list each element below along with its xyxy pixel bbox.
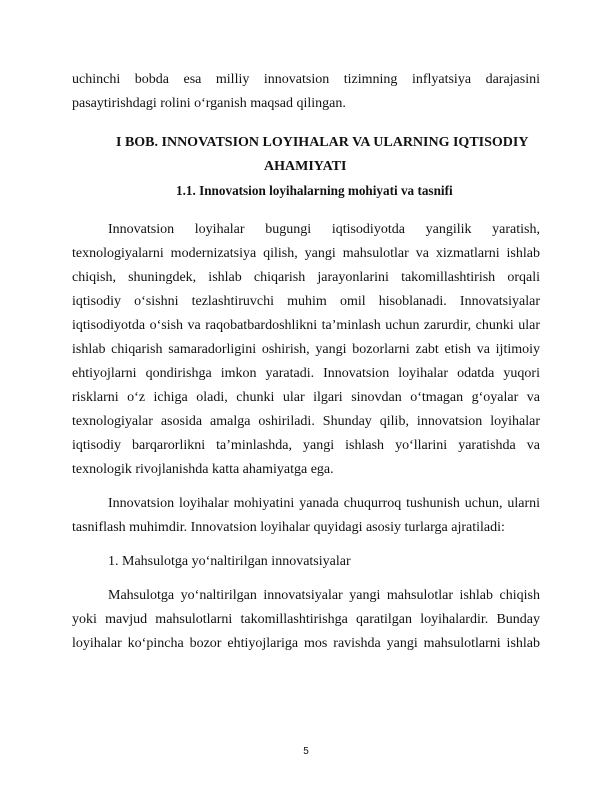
paragraph1-line-4: iqtisodiy o‘sishni tezlashtiruvchi muhim omil hisoblanadi. Innovatsiyalar xyxy=(72,294,540,309)
intro-line-2: pasaytirishdagi rolini o‘rganish maqsad qilingan. xyxy=(72,96,346,111)
paragraph1-line-6: ishlab chiqarish samaradorligini oshirish, yangi bozorlarni zabt etish va ijtimoiy xyxy=(72,342,540,357)
paragraph2-line-2: tasniflash muhimdir. Innovatsion loyihalar quyidagi asosiy turlarga ajratiladi: xyxy=(72,520,505,535)
intro-line-1: uchinchi bobda esa milliy innovatsion tizimning inflyatsiya darajasini xyxy=(72,72,540,87)
paragraph1-line-8: risklarni o‘z ichiga oladi, chunki ular ilgari sinovdan o‘tmagan g‘oyalar va xyxy=(72,390,540,405)
chapter-title-line-2: AHAMIYATI xyxy=(264,159,347,174)
paragraph1-line-2: texnologiyalarni modernizatsiya qilish, yangi mahsulotlar va xizmatlarni ishlab xyxy=(72,246,540,261)
paragraph3-line-1: Mahsulotga yo‘naltirilgan innovatsiyalar yangi mahsulotlar ishlab chiqish xyxy=(108,588,540,603)
paragraph3-line-3: loyihalar ko‘pincha bozor ehtiyojlariga mos ravishda yangi mahsulotlarni ishlab xyxy=(72,636,540,651)
chapter-title-line-1: I BOB. INNOVATSION LOYIHALAR VA ULARNING IQTISODIY xyxy=(116,135,529,150)
paragraph2-line-1: Innovatsion loyihalar mohiyatini yanada chuqurroq tushunish uchun, ularni xyxy=(108,496,540,511)
paragraph1-line-9: texnologiyalar asosida amalga oshiriladi. Shunday qilib, innovatsion loyihalar xyxy=(72,414,540,429)
section-title: 1.1. Innovatsion loyihalarning mohiyati va tasnifi xyxy=(176,183,453,198)
paragraph3-line-2: yoki mavjud mahsulotlarni takomillashtirishga qaratilgan loyihalardir. Bunday xyxy=(72,612,540,627)
paragraph1-line-3: chiqish, shuningdek, ishlab chiqarish jarayonlarini takomillashtirish orqali xyxy=(72,270,540,285)
paragraph1-line-7: ehtiyojlarni qondirishga imkon yaratadi. Innovatsion loyihalar odatda yuqori xyxy=(72,366,540,381)
page-number: 5 xyxy=(303,746,309,757)
paragraph1-line-10: iqtisodiy barqarorlikni ta’minlashda, yangi ishlash yo‘llarini yaratishda va xyxy=(72,438,540,453)
list-item-1: 1. Mahsulotga yo‘naltirilgan innovatsiyalar xyxy=(108,554,351,569)
paragraph1-line-5: iqtisodiyotda o‘sish va raqobatbardoshlikni ta’minlash uchun zarurdir, chunki ular xyxy=(72,318,540,333)
paragraph1-line-11: texnologik rivojlanishda katta ahamiyatga ega. xyxy=(72,462,334,477)
paragraph1-line-1: Innovatsion loyihalar bugungi iqtisodiyotda yangilik yaratish, xyxy=(108,222,540,237)
